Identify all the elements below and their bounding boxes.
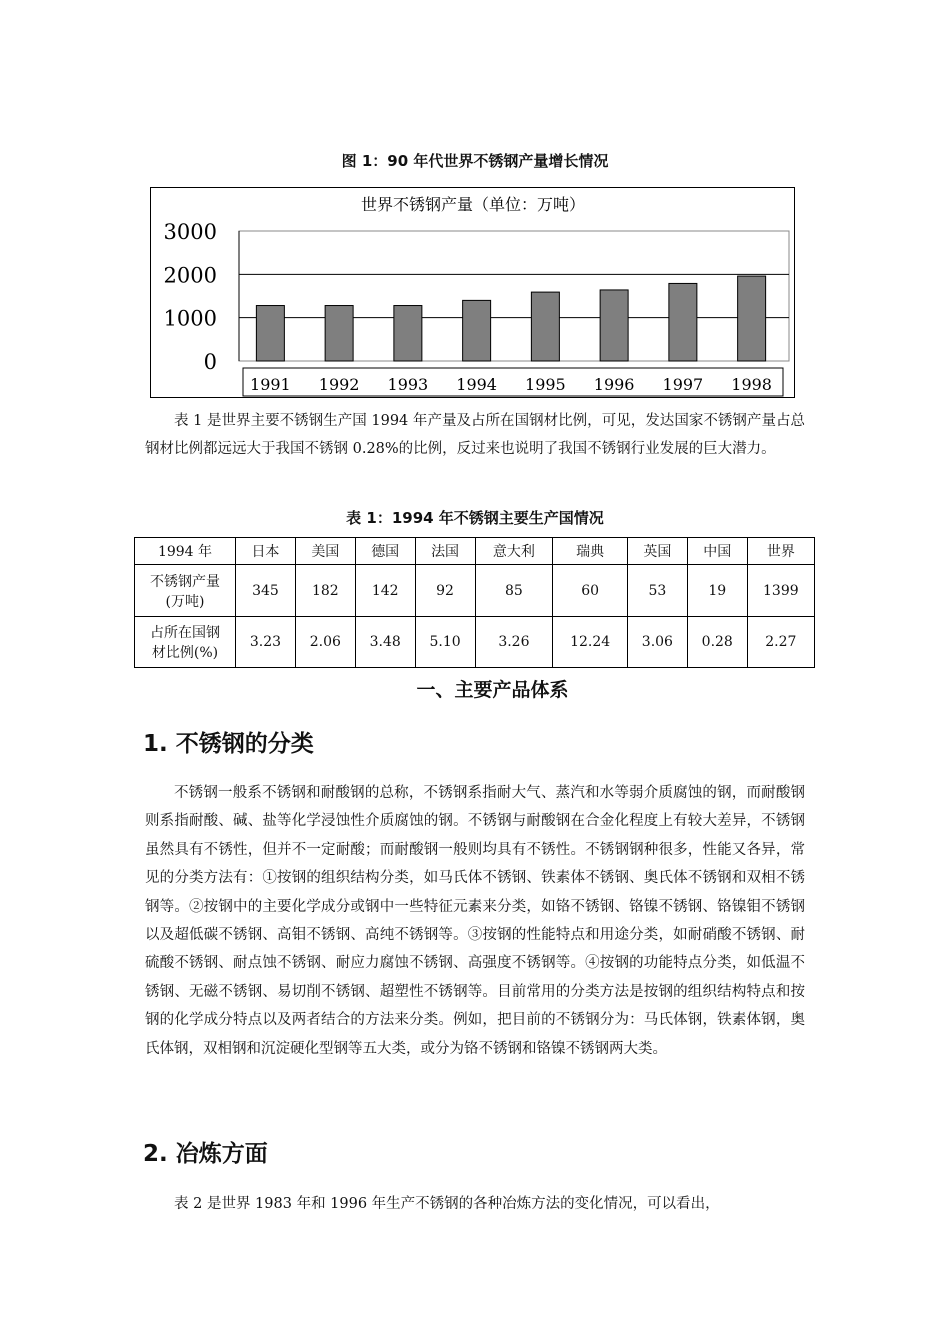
x-tick-label: 1993 [387, 375, 429, 394]
row-label-line: 占所在国钢 [150, 625, 220, 641]
bar [738, 276, 766, 361]
table-cell: 3.23 [236, 617, 296, 668]
row-label-line: 材比例(%) [151, 645, 219, 661]
table-cell: 85 [475, 565, 553, 617]
bar [256, 306, 284, 361]
x-tick-label: 1995 [525, 375, 566, 394]
bar [325, 306, 353, 361]
subsection-title: 2. 冶炼方面 [143, 1141, 268, 1167]
table-header-cell: 德国 [355, 538, 415, 565]
table-header-cell: 法国 [415, 538, 475, 565]
bar [394, 306, 422, 361]
plot-area [239, 231, 789, 361]
classification-text: 不锈钢一般系不锈钢和耐酸钢的总称，不锈钢系指耐大气、蒸汽和水等弱介质腐蚀的钢，而耐酸钢则系指耐酸、碱、盐等化学浸蚀性介质腐蚀的钢。不锈钢与耐酸钢在合金化程度上有较大差异，不锈钢虽然具有不锈性，但并不一定耐酸；而耐酸钢一般则均具有不锈性。不锈钢钢种很多，性能又各异，常见的分类方法有：①按钢的组织结构分类，如马氏体不锈钢、铁素体不锈钢、奥氏体不锈钢和双相不锈钢等。②按钢中的主要化学成分或钢中一些特征元素来分类，如铬不锈钢、铬镍不锈钢、铬镍钼不锈钢以及超低碳不锈钢、高钼不锈钢、高纯不锈钢等。③按钢的性能特点和用途分类，如耐硝酸不锈钢、耐硫酸不锈钢、耐点蚀不锈钢、耐应力腐蚀不锈钢、高强度不锈钢等。④按钢的功能特点分类，如低温不锈钢、无磁不锈钢、易切削不锈钢、超塑性不锈钢等。目前常用的分类方法是按钢的组织结构特点和按钢的化学成分特点以及两者结合的方法来分类。例如，把目前的不锈钢分为：马氏体钢，铁素体钢，奥氏体钢，双相钢和沉淀硬化型钢等五大类，或分为铬不锈钢和铬镍不锈钢两大类。 [145, 785, 805, 1057]
table-row [135, 617, 815, 668]
table-cell: 2.27 [747, 617, 814, 668]
table-cell: 1399 [747, 565, 814, 617]
classification-paragraph [145, 779, 805, 1063]
y-tick-label: 1000 [163, 306, 217, 331]
x-tick-label: 1996 [593, 375, 635, 394]
table-header-cell: 世界 [747, 538, 814, 565]
production-table [134, 537, 815, 668]
table-cell: 3.06 [627, 617, 687, 668]
table-caption: 表 1：1994 年不锈钢主要生产国情况 [346, 509, 604, 527]
row-label [135, 617, 236, 668]
x-tick-label: 1991 [250, 375, 291, 394]
table-header-cell: 美国 [295, 538, 355, 565]
table-cell: 19 [687, 565, 747, 617]
table-cell: 92 [415, 565, 475, 617]
row-label [135, 565, 236, 617]
table-cell: 53 [627, 565, 687, 617]
x-tick-label: 1998 [731, 375, 772, 394]
y-tick-label: 3000 [163, 220, 217, 244]
table-row [135, 565, 815, 617]
subsection-title: 1. 不锈钢的分类 [143, 731, 314, 757]
table-header-cell: 意大利 [475, 538, 553, 565]
bar [669, 283, 697, 361]
table-cell: 12.24 [553, 617, 628, 668]
smelting-paragraph [145, 1190, 805, 1218]
row-label-line: (万吨) [165, 593, 205, 610]
intro-paragraph [145, 407, 805, 464]
table-cell: 182 [295, 565, 355, 617]
table-header-cell: 中国 [687, 538, 747, 565]
section-title: 一、主要产品体系 [416, 679, 569, 701]
table-cell: 3.26 [475, 617, 553, 668]
table-cell: 0.28 [687, 617, 747, 668]
table-cell: 345 [236, 565, 296, 617]
chart-frame [150, 187, 795, 398]
row-label-line: 不锈钢产量 [150, 573, 220, 590]
bar-chart [151, 188, 794, 397]
figure-caption: 图 1：90 年代世界不锈钢产量增长情况 [341, 152, 609, 170]
bar [531, 292, 559, 361]
chart-title: 世界不锈钢产量（单位：万吨） [360, 195, 586, 214]
table-cell: 60 [553, 565, 628, 617]
smelting-text: 表 2 是世界 1983 年和 1996 年生产不锈钢的各种冶炼方法的变化情况，可以看出， [174, 1196, 720, 1212]
x-tick-label: 1997 [662, 375, 704, 394]
table-cell: 5.10 [415, 617, 475, 668]
table-header-cell: 1994 年 [135, 538, 236, 565]
bar [600, 290, 628, 361]
table-header-cell: 日本 [236, 538, 296, 565]
table-header-cell: 英国 [627, 538, 687, 565]
table-cell: 142 [355, 565, 415, 617]
y-tick-label: 2000 [163, 263, 217, 288]
intro-text: 表 1 是世界主要不锈钢生产国 1994 年产量及占所在国钢材比例，可见，发达国家不锈钢产量占总钢材比例都远远大于我国不锈钢 0.28%的比例，反过来也说明了我国不锈钢行业发展的巨大潜力。 [145, 413, 805, 458]
x-tick-label: 1994 [456, 375, 497, 394]
table-header-cell: 瑞典 [553, 538, 628, 565]
table-header-row [135, 538, 815, 565]
table-cell: 3.48 [355, 617, 415, 668]
table-cell: 2.06 [295, 617, 355, 668]
x-tick-label: 1992 [318, 375, 360, 394]
y-tick-label: 0 [203, 350, 217, 374]
bar [463, 300, 491, 361]
